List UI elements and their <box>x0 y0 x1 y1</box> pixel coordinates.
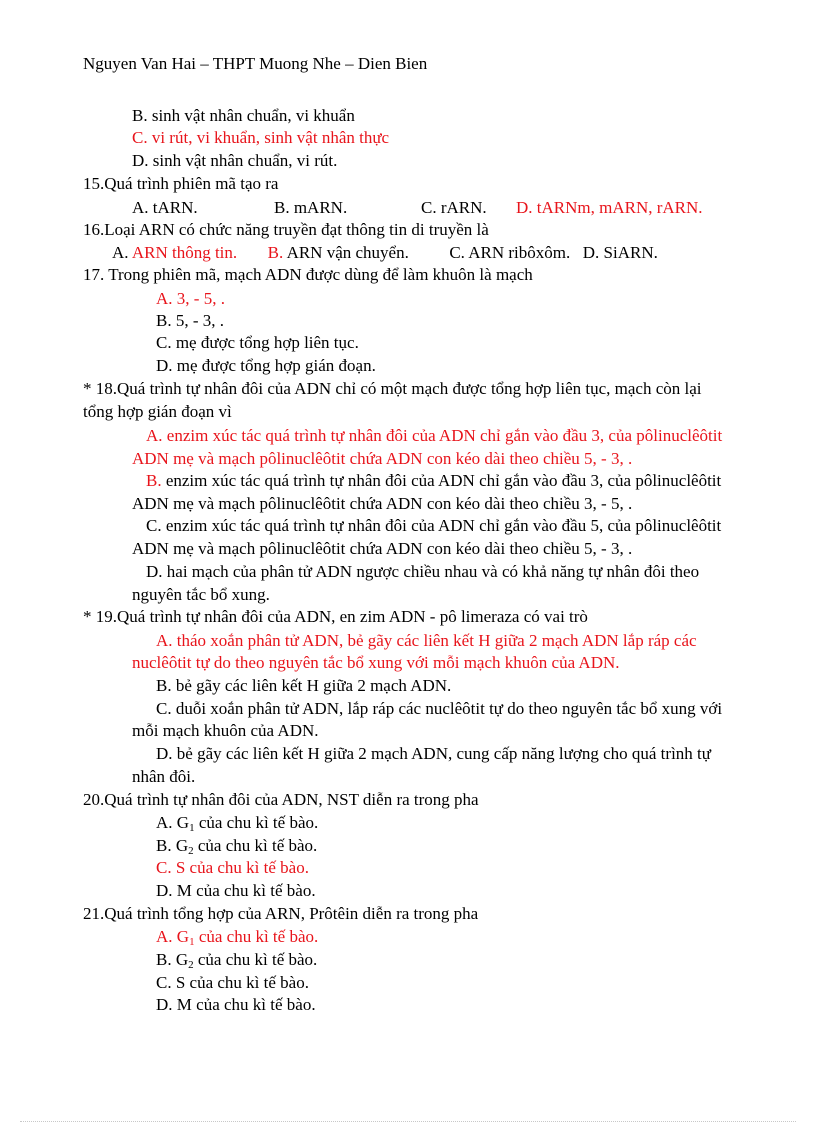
q19-option-c-line2: mỗi mạch khuôn của ADN. <box>132 721 319 740</box>
q16-option-c: C. ARN ribôxôm. <box>449 243 571 262</box>
q18-option-c-line1: C. enzim xúc tác quá trình tự nhân đôi của ADN chỉ gắn vào đầu 5, của pôlinuclêôtit <box>146 516 722 535</box>
q17-option-a: A. 3, - 5, . <box>156 289 225 308</box>
q20-option-a: A. $G_1$ của chu kì tế bào. <box>156 813 319 834</box>
q19-option-a-line1: A. tháo xoắn phân tử ADN, bẻ gãy các liên kết H giữa 2 mạch ADN lắp ráp các <box>156 631 697 650</box>
q17-option-c: C. mẹ được tổng hợp liên tục. <box>156 333 359 352</box>
q15-stem: 15.Quá trình phiên mã tạo ra <box>83 174 279 193</box>
q16-options <box>112 242 658 264</box>
q18-option-c-line2: ADN mẹ và mạch pôlinuclêôtit chứa ADN con kéo dài theo chiều 5, - 3, . <box>132 539 633 558</box>
q18-option-a-line1: A. enzim xúc tác quá trình tự nhân đôi của ADN chỉ gắn vào đầu 3, của pôlinuclêôtit <box>146 426 723 445</box>
q18-option-b-letter: B. <box>146 471 162 490</box>
q21-option-c: C. S của chu kì tế bào. <box>156 973 309 992</box>
q21-option-d: D. M của chu kì tế bào. <box>156 995 316 1014</box>
q16-option-b-prefix: B. <box>267 243 284 262</box>
q18-option-d-line1: D. hai mạch của phân tử ADN ngược chiều nhau và có khả năng tự nhân đôi theo <box>146 562 700 581</box>
q15-option-a: A. tARN. <box>132 198 198 217</box>
q16-option-d: D. SiARN. <box>582 243 658 262</box>
q19-option-d-line1: D. bẻ gãy các liên kết H giữa 2 mạch ADN, cung cấp năng lượng cho quá trình tự <box>156 744 711 763</box>
q17-option-d: D. mẹ được tổng hợp gián đoạn. <box>156 356 376 375</box>
q21-option-b: B. $G_2$ của chu kì tế bào. <box>156 950 318 971</box>
q15-option-b: B. mARN. <box>274 198 348 217</box>
q18-option-b-line1 <box>146 470 721 492</box>
q17-option-b: B. 5, - 3, . <box>156 311 224 330</box>
q14-option-c: C. vi rút, vi khuẩn, sinh vật nhân thực <box>132 128 390 147</box>
q18-option-a-line2: ADN mẹ và mạch pôlinuclêôtit chứa ADN con kéo dài theo chiều 5, - 3, . <box>132 449 633 468</box>
q15-option-d: D. tARNm, mARN, rARN. <box>516 198 703 217</box>
q18-stem-line1: * 18.Quá trình tự nhân đôi của ADN chỉ có một mạch được tổng hợp liên tục, mạch còn lại <box>83 379 702 398</box>
q17-stem: 17. Trong phiên mã, mạch ADN được dùng để làm khuôn là mạch <box>83 265 533 284</box>
q21-stem: 21.Quá trình tổng hợp của ARN, Prôtêin diễn ra trong pha <box>83 904 479 923</box>
q16-option-a-prefix: A. <box>112 243 129 262</box>
q14-option-b: B. sinh vật nhân chuẩn, vi khuẩn <box>132 106 355 125</box>
q19-option-c-line1: C. duỗi xoắn phân tử ADN, lắp ráp các nuclêôtit tự do theo nguyên tắc bổ xung với <box>156 699 723 718</box>
q15-option-c: C. rARN. <box>421 198 487 217</box>
q18-stem-line2: tổng hợp gián đoạn vì <box>83 402 232 421</box>
page-bottom-divider <box>20 1121 796 1122</box>
q19-option-b: B. bẻ gãy các liên kết H giữa 2 mạch ADN. <box>156 676 452 695</box>
q16-option-b: ARN vận chuyển. <box>286 243 409 262</box>
q20-stem: 20.Quá trình tự nhân đôi của ADN, NST diễn ra trong pha <box>83 790 479 809</box>
q20-option-b: B. $G_2$ của chu kì tế bào. <box>156 836 318 857</box>
q18-option-b-body: enzim xúc tác quá trình tự nhân đôi của ADN chỉ gắn vào đầu 3, của pôlinuclêôtit <box>161 471 722 490</box>
q18-option-b-line2: ADN mẹ và mạch pôlinuclêôtit chứa ADN con kéo dài theo chiều 3, - 5, . <box>132 494 633 513</box>
q19-option-a-line2: nuclêôtit tự do theo nguyên tắc bổ xung với mỗi mạch khuôn của ADN. <box>132 653 620 672</box>
q16-option-a: ARN thông tin. <box>131 243 238 262</box>
q20-option-d: D. M của chu kì tế bào. <box>156 881 316 900</box>
q19-stem: * 19.Quá trình tự nhân đôi của ADN, en zim ADN - pô limeraza có vai trò <box>83 607 588 626</box>
page-header: Nguyen Van Hai – THPT Muong Nhe – Dien Bien <box>83 54 428 73</box>
q18-option-d-line2: nguyên tắc bổ xung. <box>132 585 270 604</box>
q14-option-d: D. sinh vật nhân chuẩn, vi rút. <box>132 151 338 170</box>
q20-option-c: C. S của chu kì tế bào. <box>156 858 309 877</box>
q16-stem: 16.Loại ARN có chức năng truyền đạt thông tin di truyền là <box>83 220 489 239</box>
q19-option-d-line2: nhân đôi. <box>132 767 196 786</box>
q21-option-a: A. $G_1$ của chu kì tế bào. <box>156 927 319 948</box>
